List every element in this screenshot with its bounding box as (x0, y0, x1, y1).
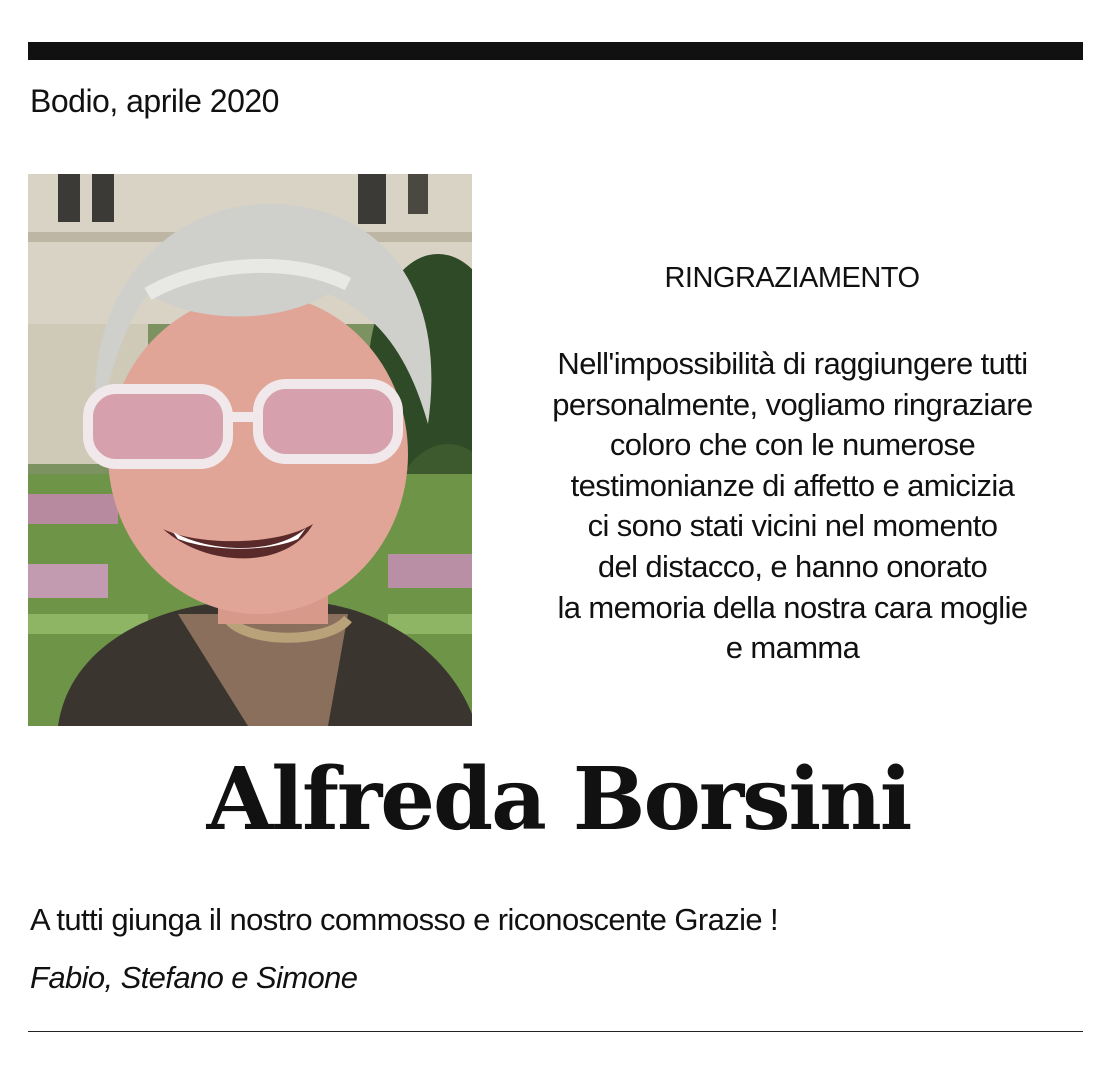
message-line: del distacco, e hanno onorato (597, 548, 988, 584)
closing-thanks: A tutti giunga il nostro commosso e riconoscente Grazie ! (30, 902, 779, 937)
message-line: Nell'impossibilità di raggiungere tutti (557, 346, 1028, 381)
message-line: testimonianze di affetto e amicizia (570, 467, 1015, 503)
deceased-name: Alfreda Borsini (206, 749, 911, 850)
message-line: la memoria della nostra cara moglie (557, 589, 1028, 625)
place-date: Bodio, aprile 2020 (30, 83, 279, 119)
notice-heading: RINGRAZIAMENTO (664, 262, 920, 294)
portrait-photo (28, 174, 472, 726)
message-line: ci sono stati vicini nel momento (587, 508, 998, 544)
message-line: coloro che con le numerose (609, 427, 976, 463)
message-line: e mamma (725, 630, 860, 666)
family-signature: Fabio, Stefano e Simone (30, 960, 358, 995)
bottom-rule (28, 1031, 1083, 1032)
message-line: personalmente, vogliamo ringraziare (552, 386, 1033, 422)
top-rule (28, 42, 1083, 60)
portrait-illustration (28, 174, 472, 726)
thanks-message (505, 344, 1080, 669)
